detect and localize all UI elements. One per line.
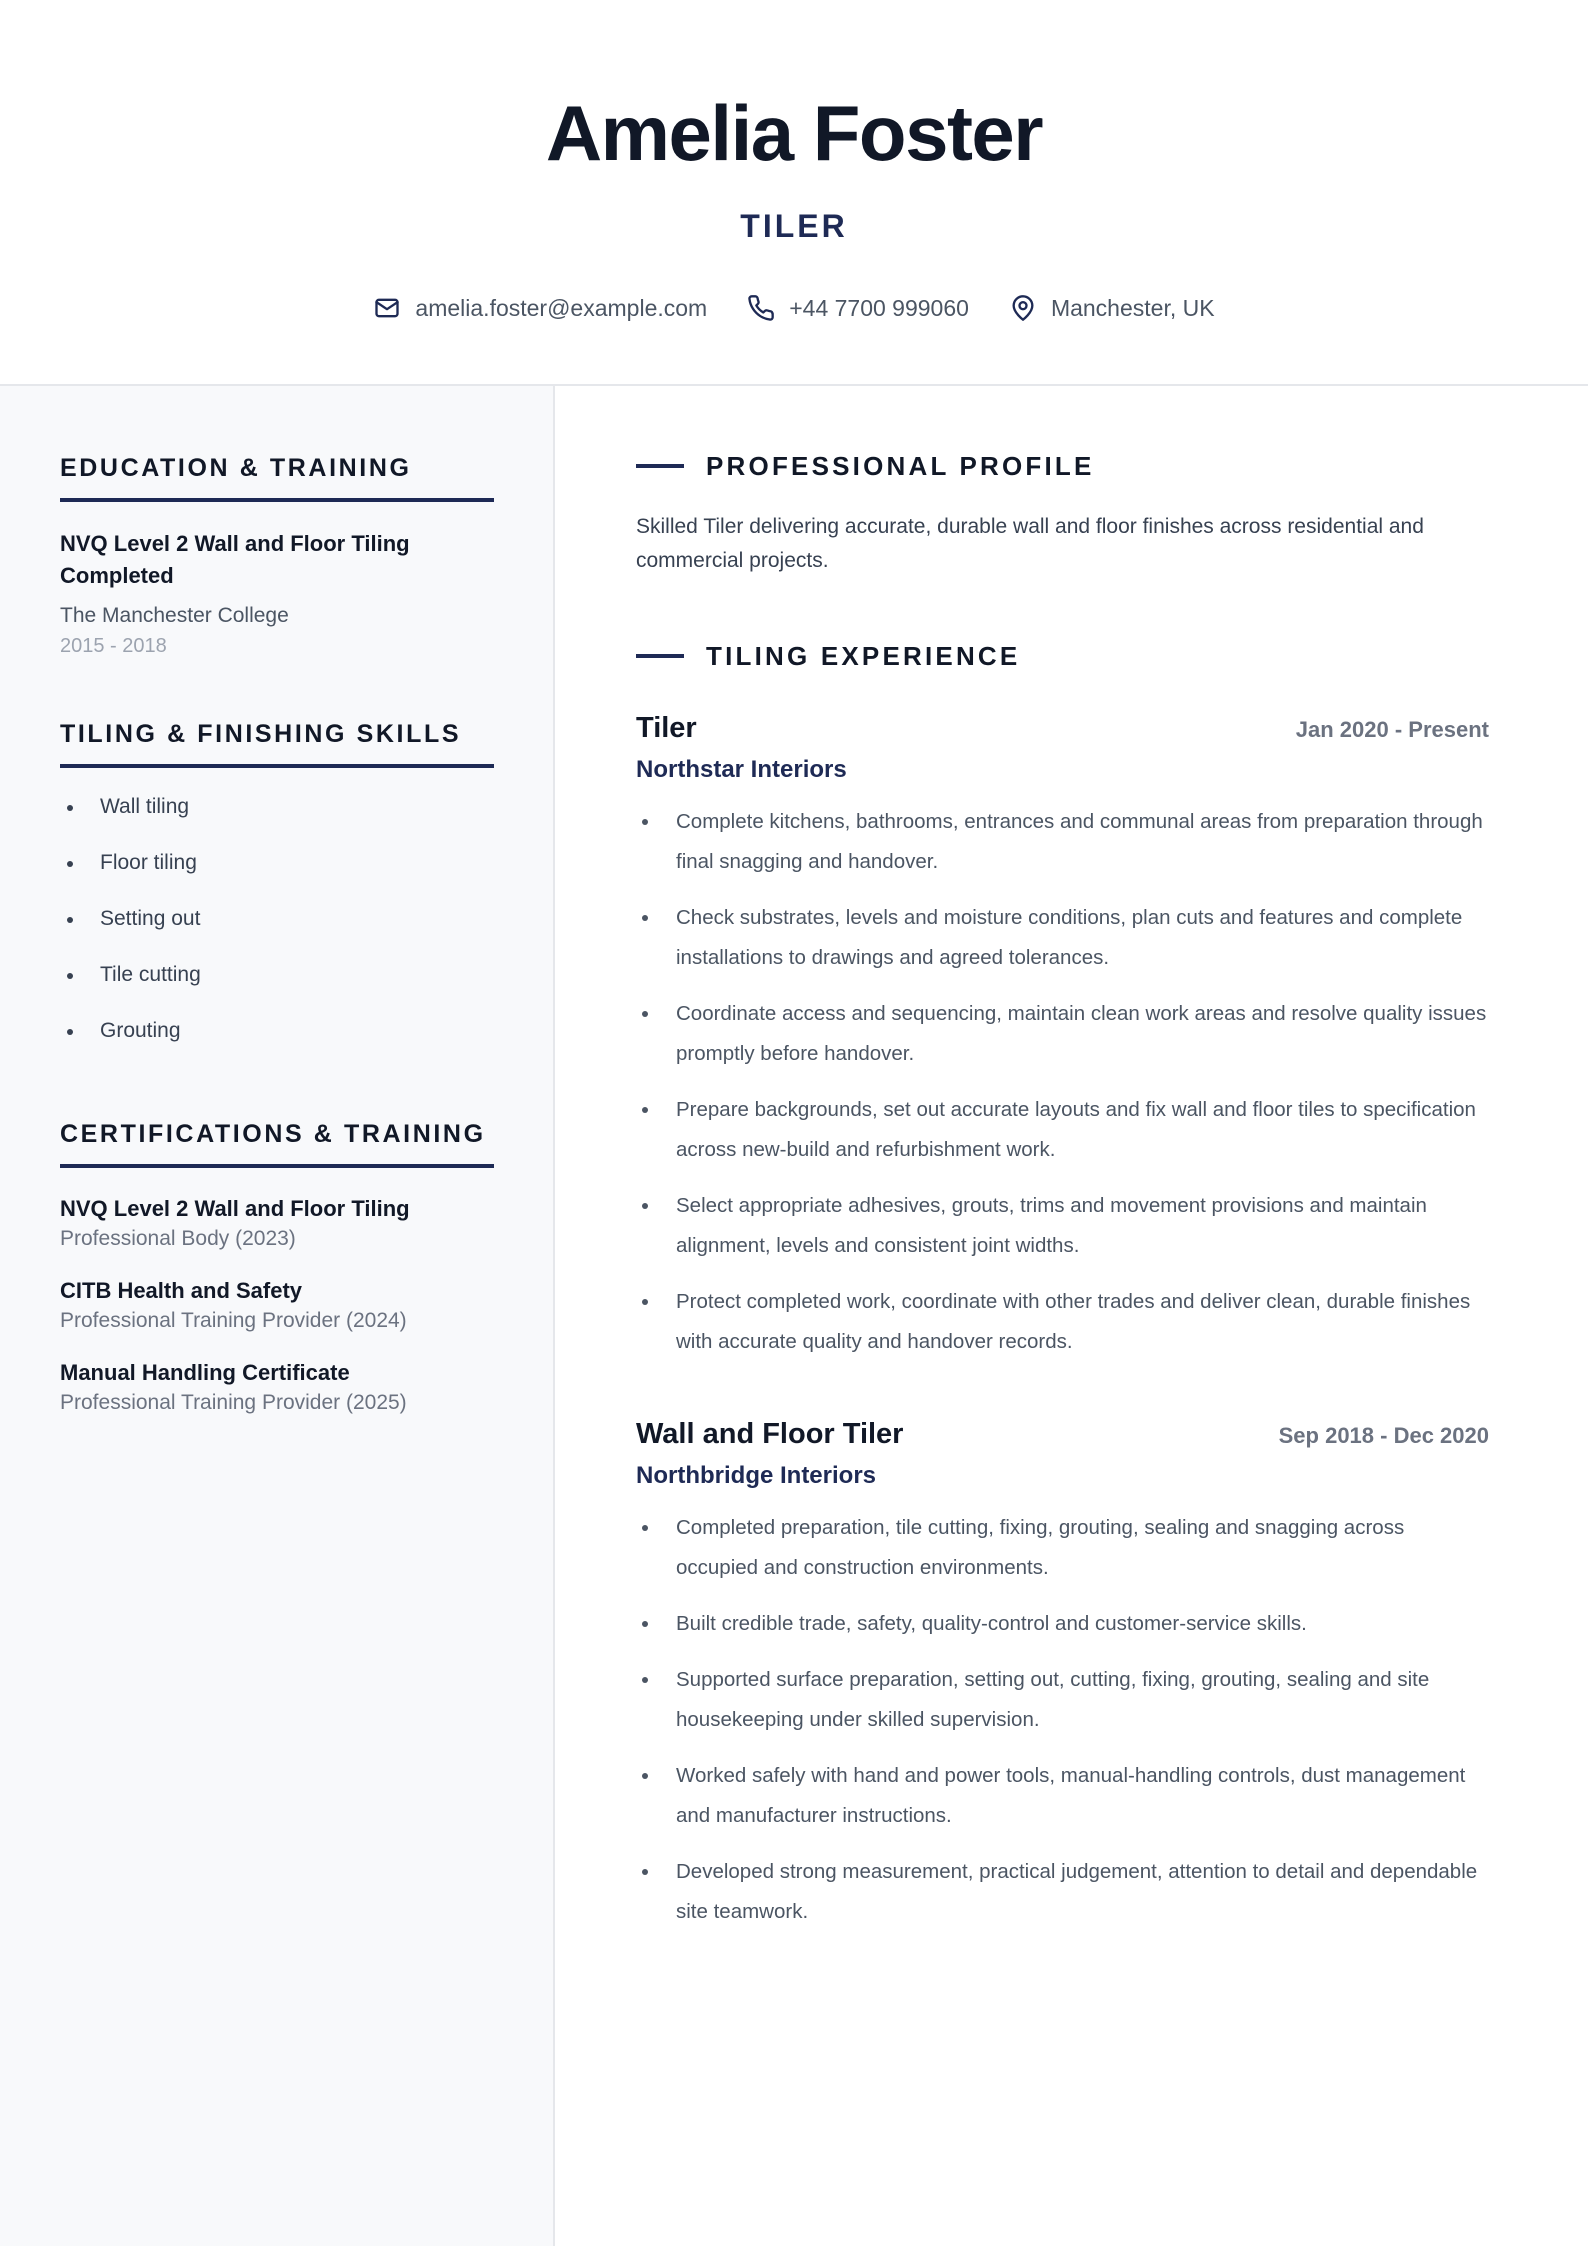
mail-icon [373,294,401,322]
certification-item [60,1276,494,1336]
job-bullet: Completed preparation, tile cutting, fixing, grouting, sealing and snagging across occupied and construction environments. [636,1508,1489,1588]
skills-heading: TILING & FINISHING SKILLS [60,718,494,768]
skills-list [60,790,494,1070]
job-entry [636,1414,1489,1948]
job-dates: Sep 2018 - Dec 2020 [1278,1423,1489,1448]
skill-item: Floor tiling [60,846,494,902]
contact-phone[interactable] [747,290,969,326]
education-years: 2015 - 2018 [60,635,167,657]
job-header [636,1414,1489,1454]
education-school: The Manchester College [60,604,289,627]
contact-email[interactable] [373,290,707,326]
job-bullet: Prepare backgrounds, set out accurate layouts and fix wall and floor tiles to specification across new-build and refurbishment work. [636,1090,1489,1170]
job-bullet: Select appropriate adhesives, grouts, trims and movement provisions and maintain alignment, levels and consistent joint widths. [636,1186,1489,1266]
profile-heading-text: PROFESSIONAL PROFILE [706,450,1095,481]
contact-location [1009,290,1215,326]
certification-item [60,1358,494,1418]
skill-item: Tile cutting [60,958,494,1014]
contact-bar [0,290,1588,326]
job-bullet: Developed strong measurement, practical judgement, attention to detail and dependable site teamwork. [636,1852,1489,1932]
job-bullet: Built credible trade, safety, quality-control and customer-service skills. [636,1604,1489,1644]
education-section [60,452,494,660]
job-company: Northbridge Interiors [636,1462,877,1489]
certification-meta: Professional Training Provider (2024) [60,1309,407,1332]
experience-heading-text: TILING EXPERIENCE [706,640,1021,671]
heading-accent-bar [636,464,684,468]
certification-name: CITB Health and Safety [60,1278,303,1303]
job-header [636,708,1489,748]
certifications-heading: CERTIFICATIONS & TRAINING [60,1118,494,1168]
experience-heading [636,636,1020,676]
sidebar [0,386,555,2246]
certification-meta: Professional Body (2023) [60,1227,296,1250]
job-bullet: Supported surface preparation, setting out, cutting, fixing, grouting, sealing and site housekeeping under skilled supervision. [636,1660,1489,1740]
job-title: Wall and Floor Tiler [636,1418,904,1450]
education-degree: NVQ Level 2 Wall and Floor Tiling Completed [60,531,410,588]
email-text: amelia.foster@example.com [415,294,708,321]
job-bullets [636,802,1489,1362]
certification-item [60,1194,494,1254]
job-dates: Jan 2020 - Present [1295,717,1489,742]
job-company: Northstar Interiors [636,756,847,783]
certification-meta: Professional Training Provider (2025) [60,1391,407,1414]
candidate-role: TILER [740,208,848,244]
job-bullet: Complete kitchens, bathrooms, entrances and communal areas from preparation through final snagging and handover. [636,802,1489,882]
job-bullet: Worked safely with hand and power tools, manual-handling controls, dust management and manufacturer instructions. [636,1756,1489,1836]
certification-name: Manual Handling Certificate [60,1360,350,1385]
location-text: Manchester, UK [1050,294,1215,321]
job-bullet: Coordinate access and sequencing, maintain clean work areas and resolve quality issues promptly before handover. [636,994,1489,1074]
skill-item: Setting out [60,902,494,958]
job-bullets [636,1508,1489,1932]
candidate-name: Amelia Foster [545,89,1043,177]
certification-name: NVQ Level 2 Wall and Floor Tiling [60,1196,410,1221]
skill-item: Grouting [60,1014,494,1070]
phone-text: +44 7700 999060 [789,294,969,321]
map-pin-icon [1009,294,1037,322]
skills-section [60,718,494,1070]
job-title: Tiler [636,712,697,744]
main-content [555,386,1588,2246]
job-entry [636,708,1489,1378]
skill-item: Wall tiling [60,790,494,846]
job-bullet: Protect completed work, coordinate with other trades and deliver clean, durable finishes with accurate quality and handover records. [636,1282,1489,1362]
education-heading: EDUCATION & TRAINING [60,452,494,502]
resume-header [0,0,1588,386]
profile-summary: Skilled Tiler delivering accurate, durable wall and floor finishes across residential and commercial projects. [636,515,1424,572]
heading-accent-bar [636,654,684,658]
job-bullet: Check substrates, levels and moisture conditions, plan cuts and features and complete installations to drawings and agreed tolerances. [636,898,1489,978]
phone-icon [747,294,775,322]
certifications-section [60,1118,494,1418]
profile-heading [636,446,1095,486]
